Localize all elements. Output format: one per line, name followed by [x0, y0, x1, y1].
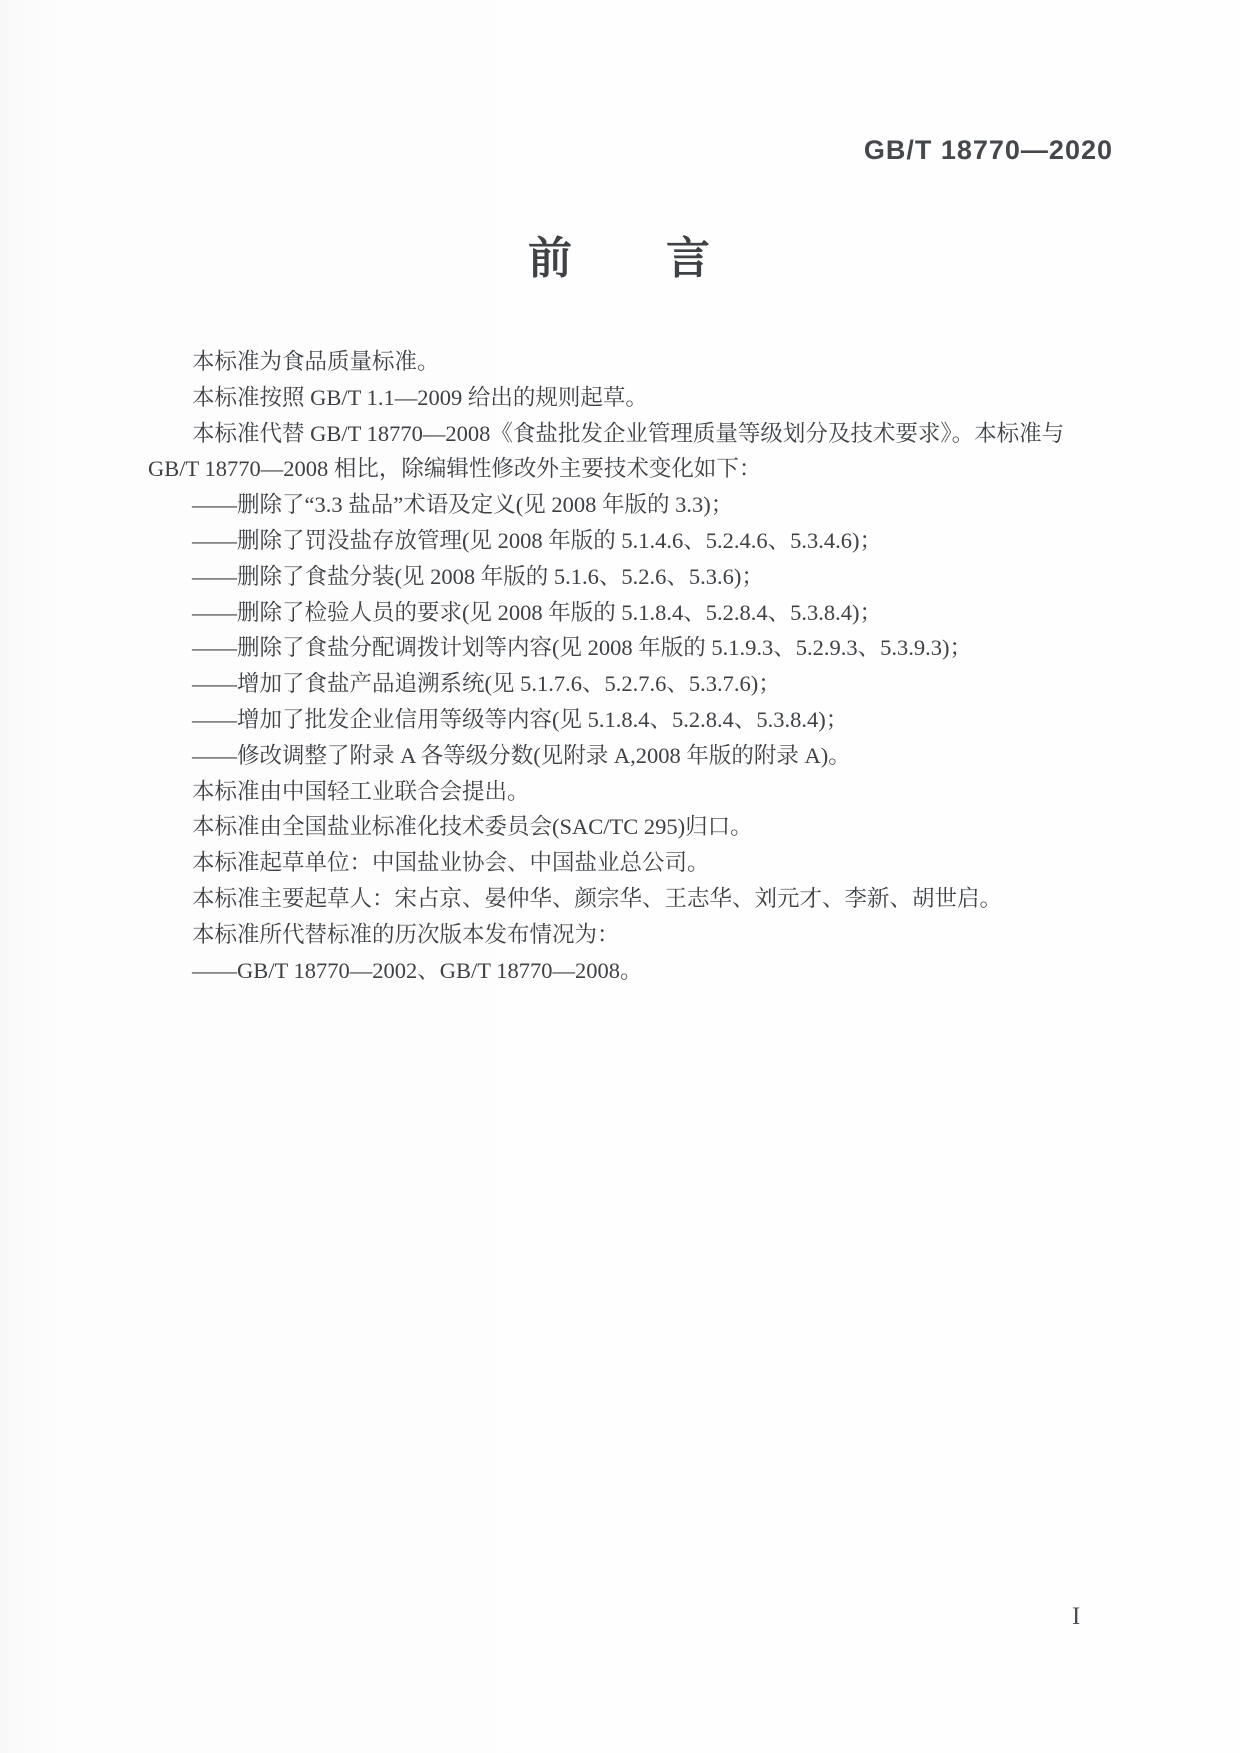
foreword-line: ——删除了罚没盐存放管理(见 2008 年版的 5.1.4.6、5.2.4.6、5.3.4.6)；	[192, 527, 882, 553]
foreword-line: ——删除了食盐分装(见 2008 年版的 5.1.6、5.2.6、5.3.6)；	[192, 563, 764, 589]
foreword-line: ——删除了检验人员的要求(见 2008 年版的 5.1.8.4、5.2.8.4、5.3.8.4)；	[192, 599, 882, 625]
foreword-line: ——修改调整了附录 A 各等级分数(见附录 A,2008 年版的附录 A)。	[192, 742, 851, 768]
foreword-line: 本标准由中国轻工业联合会提出。	[192, 778, 530, 804]
foreword-line: ——增加了食盐产品追溯系统(见 5.1.7.6、5.2.7.6、5.3.7.6)；	[192, 671, 781, 697]
foreword-line: GB/T 18770—2008 相比，除编辑性修改外主要技术变化如下：	[148, 456, 762, 482]
foreword-line: 本标准代替 GB/T 18770—2008《食盐批发企业管理质量等级划分及技术要求》。本标准与	[192, 420, 1065, 446]
standard-code: GB/T 18770—2020	[863, 135, 1113, 165]
foreword-line: 本标准起草单位：中国盐业协会、中国盐业总公司。	[192, 850, 710, 876]
foreword-line: ——删除了“3.3 盐品”术语及定义(见 2008 年版的 3.3)；	[192, 492, 734, 518]
page-number: I	[1072, 1603, 1081, 1630]
foreword-line: 本标准按照 GB/T 1.1—2009 给出的规则起草。	[192, 384, 648, 410]
foreword-line: ——增加了批发企业信用等级等内容(见 5.1.8.4、5.2.8.4、5.3.8.4)；	[192, 706, 849, 732]
foreword-line: 本标准所代替标准的历次版本发布情况为：	[192, 921, 620, 947]
foreword-body	[148, 344, 1124, 988]
page-title: 前 言	[528, 234, 712, 283]
foreword-line: 本标准为食品质量标准。	[192, 349, 440, 374]
foreword-line: 本标准主要起草人：宋占京、晏仲华、颜宗华、王志华、刘元才、李新、胡世启。	[192, 885, 1003, 911]
foreword-line: ——GB/T 18770—2002、GB/T 18770—2008。	[192, 957, 643, 983]
foreword-line: 本标准由全国盐业标准化技术委员会(SAC/TC 295)归口。	[192, 814, 753, 840]
foreword-line: ——删除了食盐分配调拨计划等内容(见 2008 年版的 5.1.9.3、5.2.9.3、5.3.9.3)；	[192, 635, 972, 661]
